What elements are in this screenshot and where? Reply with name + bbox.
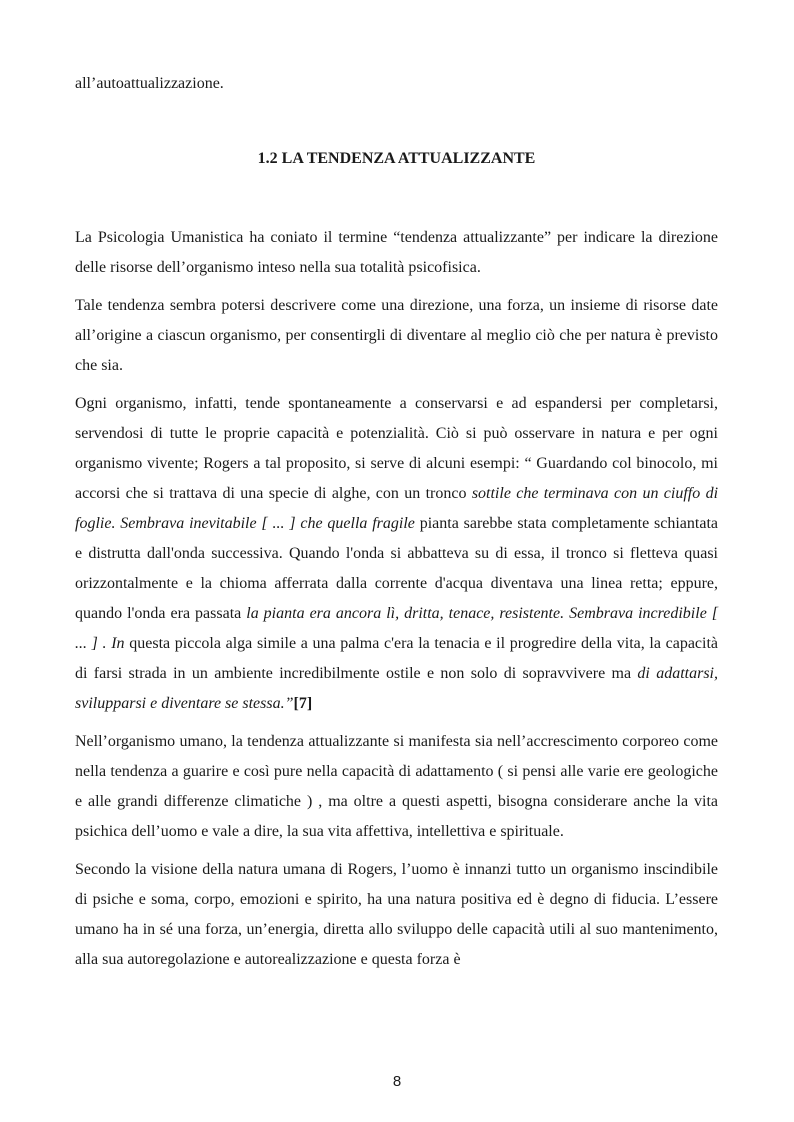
paragraph-5: Secondo la visione della natura umana di Rogers, l’uomo è innanzi tutto un organismo inscindibile di psiche e soma, corpo, emozioni e spirito, ha una natura positiva ed è degno di fiducia. L’essere umano ha in sé una forza, un’energia, diretta allo sviluppo delle capacità utili al suo mantenimento, alla sua autoregolazione e autorealizzazione e questa forza è <box>75 861 718 968</box>
paragraph-3-middle-2: questa piccola alga simile a una palma c'era la tenacia e il progredire della vita, la capacità di farsi strada in un ambiente incredibilmente ostile e non solo di sopravvivere ma <box>75 635 719 682</box>
section-title: 1.2 LA TENDENZA ATTUALIZZANTE <box>257 150 536 167</box>
citation-reference: [7] <box>293 695 313 712</box>
paragraph-4: Nell’organismo umano, la tendenza attualizzante si manifesta sia nell’accrescimento corporeo come nella tendenza a guarire e così pure nella capacità di adattamento ( si pensi alle varie ere geologiche e alle grandi differenze climatiche ) , ma oltre a questi aspetti, bisogna considerare anche la vita psichica dell’uomo e vale a dire, la sua vita affettiva, intellettiva e spirituale. <box>75 733 718 840</box>
paragraph-1: La Psicologia Umanistica ha coniato il termine “tendenza attualizzante” per indicare la direzione delle risorse dell’organismo inteso nella sua totalità psicofisica. <box>75 229 718 276</box>
quote-italic-2: la pianta era ancora lì, dritta, tenace, resistente. Sembrava incredibile [ ... ] . In <box>75 605 719 652</box>
paragraph-3 <box>75 389 718 719</box>
page-number: 8 <box>392 1073 402 1090</box>
quote-italic-3: di adattarsi, svilupparsi e diventare se stessa.” <box>75 665 718 712</box>
document-page <box>75 0 718 1122</box>
continuation-text: all’autoattualizzazione. <box>75 75 224 92</box>
body-text <box>75 223 718 983</box>
quote-italic-1: sottile che terminava con un ciuffo di foglie. Sembrava inevitabile [ ... ] che quella fragile <box>75 485 719 532</box>
paragraph-3-middle-1: pianta sarebbe stata completamente schiantata e distrutta dall'onda successiva. Quando l'onda si abbatteva su di essa, il tronco si fletteva quasi orizzontalmente e la chioma afferrata dalla corrente d'acqua diventava una linea retta; eppure, quando l'onda era passata <box>75 515 719 622</box>
paragraph-2: Tale tendenza sembra potersi descrivere come una direzione, una forza, un insieme di risorse date all’origine a ciascun organismo, per consentirgli di diventare al meglio ciò che per natura è previsto che sia. <box>75 297 718 374</box>
paragraph-3-intro: Ogni organismo, infatti, tende spontaneamente a conservarsi e ad espandersi per completarsi, servendosi di tutte le proprie capacità e potenzialità. Ciò si può osservare in natura e per ogni organismo vivente; Rogers a tal proposito, si serve di alcuni esempi: “ Guardando col binocolo, mi accorsi che si trattava di una specie di alghe, con un tronco <box>75 395 718 502</box>
